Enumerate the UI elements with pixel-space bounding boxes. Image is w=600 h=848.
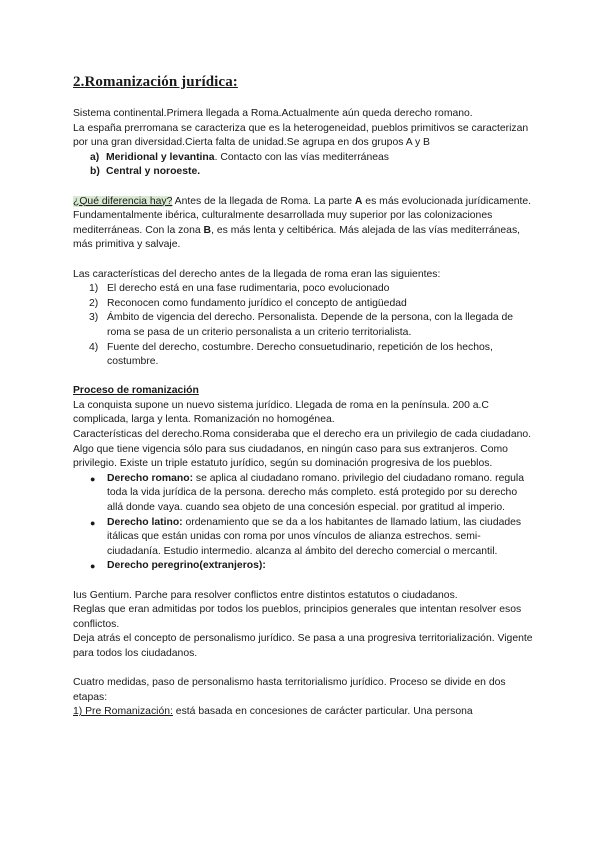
characteristics-list — [73, 282, 533, 370]
list-item: ● Derecho latino: ordenamiento que se da a los habitantes de llamado latium, las ciudades itálicas que están unidas con roma por unos vínculos de alianza estrechos. semi-ciudadanía. Estudio intermedio. alcanza al ámbito del derecho comercial o mercantil. — [90, 516, 522, 557]
process-heading: Proceso de romanización — [73, 385, 199, 397]
process-paragraph-2: Características del derecho.Roma consideraba que el derecho era un privilegio de cada ciudadano. Algo que tiene vigencia sólo para sus ciudadanos, en ningún caso para sus extranjeros. Como privilegio. Existe un triple estatuto jurídico, según su dominación progresiva de los pueblos. — [73, 429, 532, 470]
list-item: a) Meridional y levantina. Contacto con las vías mediterráneas — [90, 151, 389, 163]
list-item: ● Derecho peregrino(extranjeros): — [90, 560, 266, 572]
intro-line-2: La españa prerromana se caracteriza que es la heterogeneidad, pueblos primitivos se caracterizan por una gran diversidad.Cierta falta de unidad.Se agrupa en dos grupos A y B — [73, 122, 529, 149]
list-item: ● Derecho romano: se aplica al ciudadano romano. privilegio del ciudadano romano. regula toda la vida jurídica de la persona. derecho más completo. está protegido por su derecho allá donde vaya. cuando sea objeto de una concesión especial. por gratitud al imperio. — [90, 472, 525, 514]
measures-paragraph: Cuatro medidas, paso de personalismo hasta territorialismo jurídico. Proceso se divide en dos etapas: — [73, 677, 506, 703]
list-item: 3) Ámbito de vigencia del derecho. Personalista. Depende de la persona, con la llegada de roma se pasa de un criterio personalista a un criterio territorialista. — [89, 312, 514, 338]
stage-1-paragraph: 1) Pre Romanización: está basada en concesiones de carácter particular. Una persona — [73, 706, 473, 718]
characteristics-intro: Las características del derecho antes de la llegada de roma eran las siguientes: — [73, 268, 441, 280]
groups-list — [73, 151, 533, 180]
highlighted-question: ¿Qué diferencia hay? — [73, 195, 173, 207]
process-paragraph-1: La conquista supone un nuevo sistema jurídico. Llegada de roma en la península. 200 a.C complicada, larga y lenta. Romanización no homogénea. — [73, 399, 489, 426]
intro-line-1: Sistema continental.Primera llegada a Roma.Actualmente aún queda derecho romano. — [73, 108, 473, 119]
document-page — [73, 72, 533, 720]
list-item: 1) El derecho está en una fase rudimentaria, poco evolucionado — [89, 283, 390, 295]
ius-line-2: Reglas que eran admitidas por todos los pueblos, principios generales que intentan resolver esos conflictos. — [73, 604, 522, 630]
difference-paragraph: ¿Qué diferencia hay? Antes de la llegada de Roma. La parte A es más evolucionada jurídicamente. Fundamentalmente ibérica, culturalmente desarrollada muy superior por las colonizaciones mediterráneas. Con la zona B, es más lenta y celtibérica. Más alejada de las vías mediterráneas, más primitiva y salvaje. — [73, 195, 532, 251]
statutes-list — [73, 472, 533, 574]
ius-line-1: Ius Gentium. Parche para resolver conflictos entre distintos estatutos o ciudadanos. — [73, 589, 458, 601]
list-item: 2) Reconocen como fundamento jurídico el concepto de antigüedad — [89, 297, 407, 309]
ius-line-3: Deja atrás el concepto de personalismo jurídico. Se pasa a una progresiva territorialización. Vigente para todos los ciudadanos. — [73, 633, 533, 659]
section-title: 2.Romanización jurídica: — [73, 74, 238, 90]
list-item: b) Central y noroeste. — [90, 166, 201, 178]
list-item: 4) Fuente del derecho, costumbre. Derecho consuetudinario, repetición de los hechos, costumbre. — [89, 341, 493, 368]
